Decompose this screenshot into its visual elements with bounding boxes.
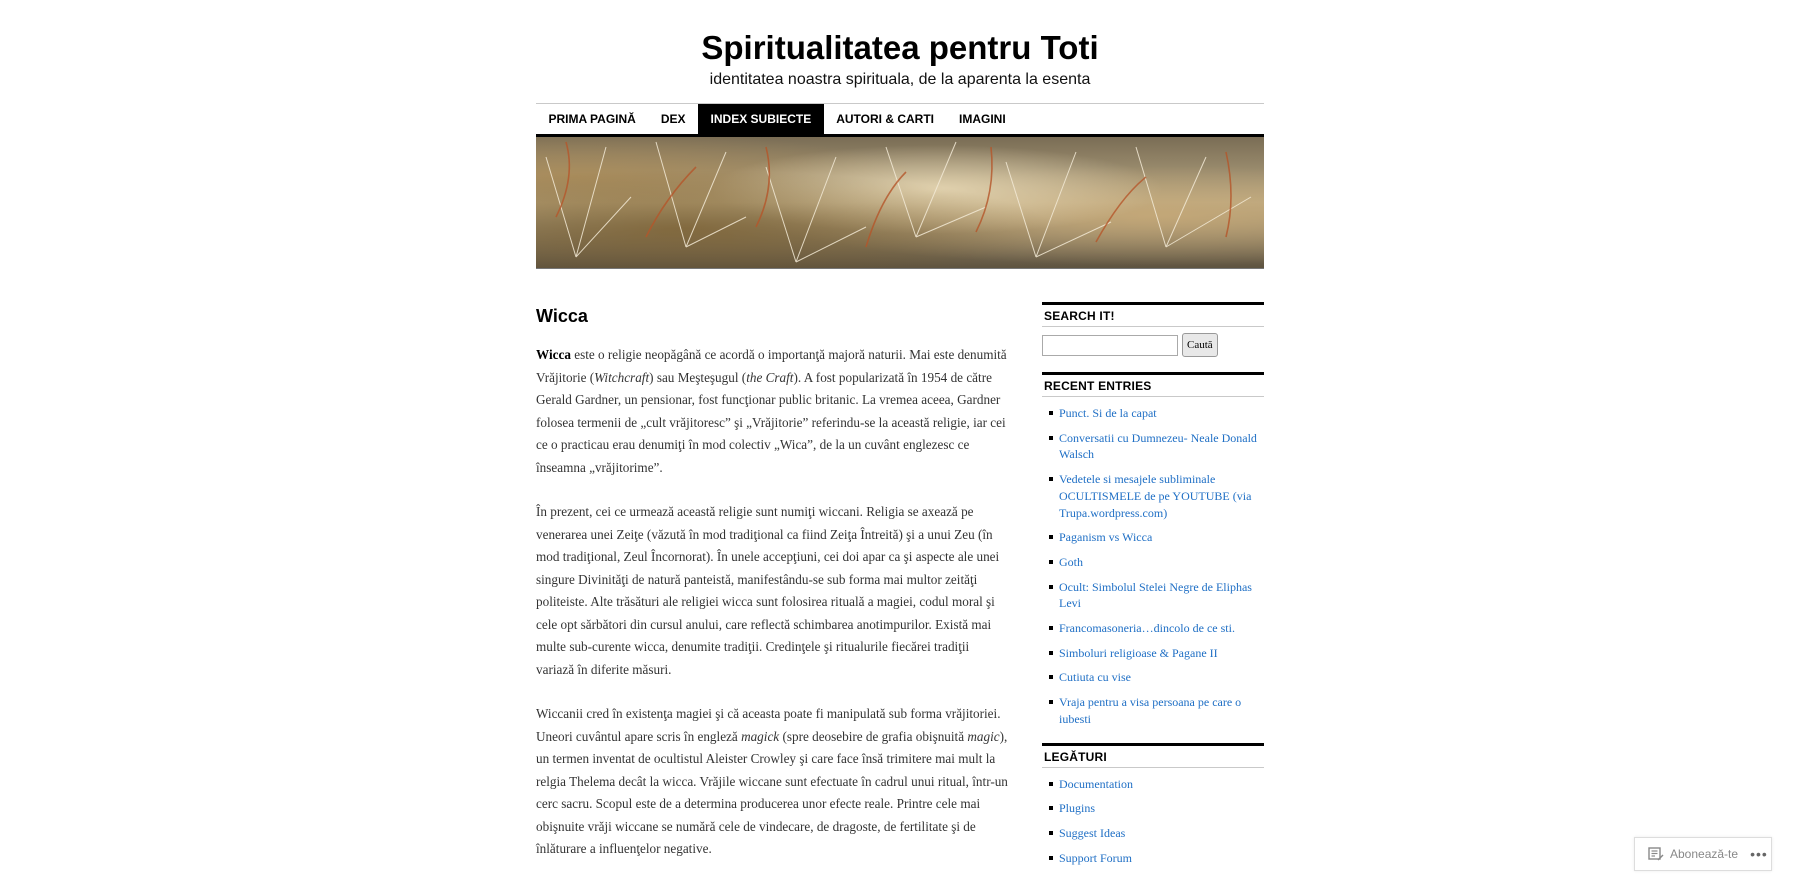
recent-entry-link[interactable]: Ocult: Simbolul Stelei Negre de Eliphas Levi xyxy=(1059,579,1252,611)
post-term-witchcraft: Witchcraft xyxy=(594,369,650,385)
search-widget-title: SEARCH IT! xyxy=(1042,302,1264,327)
recent-entry-link[interactable]: Goth xyxy=(1059,554,1083,569)
list-item xyxy=(1042,405,1264,422)
post-term-magic: magic xyxy=(967,728,1000,744)
post-text: este o religie neopăgână ce acordă o importanţă majoră naturii. Mai este denumită Vrăjitorie ( xyxy=(536,347,1007,385)
recent-entries-list xyxy=(1042,405,1264,728)
list-item xyxy=(1042,471,1264,521)
subscribe-label: Abonează-te xyxy=(1670,847,1739,861)
search-input[interactable] xyxy=(1042,335,1178,356)
search-button[interactable]: Caută xyxy=(1182,333,1218,357)
list-item xyxy=(1042,800,1264,817)
recent-entry-link[interactable]: Punct. Si de la capat xyxy=(1059,406,1157,420)
header-banner-image xyxy=(536,137,1264,269)
list-item xyxy=(1042,825,1264,842)
list-item xyxy=(1042,579,1264,612)
post-text: (spre deosebire de grafia obişnuită xyxy=(779,728,968,744)
main-content xyxy=(536,284,1008,861)
recent-entry-link[interactable]: Conversatii cu Dumnezeu- Neale Donald Walsch xyxy=(1059,430,1257,462)
nav-item-dex[interactable]: DEX xyxy=(660,112,686,126)
link-plugins[interactable]: Plugins xyxy=(1059,801,1096,816)
link-suggest-ideas[interactable]: Suggest Ideas xyxy=(1059,825,1126,840)
reader-icon xyxy=(1648,847,1664,861)
nav-item-imagini[interactable]: IMAGINI xyxy=(959,112,1006,126)
recent-entry-link[interactable]: Vedetele si mesajele subliminale OCULTISMELE de pe YOUTUBE (via Trupa.wordpress.com) xyxy=(1059,472,1252,520)
list-item xyxy=(1042,529,1264,546)
list-item xyxy=(1042,776,1264,793)
list-item xyxy=(1042,554,1264,571)
site-title[interactable]: Spiritualitatea pentru Toti xyxy=(701,29,1099,66)
site-description: identitatea noastra spirituala, de la aparenta la esenta xyxy=(709,71,1091,88)
recent-entry-link[interactable]: Simboluri religioase & Pagane II xyxy=(1059,645,1218,660)
recent-entries-widget xyxy=(1042,372,1264,728)
recent-entry-link[interactable]: Cutiuta cu vise xyxy=(1059,670,1131,685)
post-term-the-craft: the Craft xyxy=(746,369,794,385)
recent-entry-link[interactable]: Francomasoneria…dincolo de ce sti. xyxy=(1059,621,1235,636)
search-form xyxy=(1042,333,1264,357)
post-text: ) sau Meşteşugul ( xyxy=(649,369,747,385)
list-item xyxy=(1042,669,1264,686)
post-paragraph-1 xyxy=(536,344,1008,479)
nav-item-autori-carti[interactable]: AUTORI & CARTI xyxy=(836,112,934,126)
subscribe-button[interactable] xyxy=(1635,847,1738,861)
list-item xyxy=(1042,620,1264,637)
links-widget xyxy=(1042,743,1264,867)
post-paragraph-2: În prezent, cei ce urmează această religie sunt numiţi wiccani. Religia se axează pe venerarea unei Zeiţe (văzută în mod tradiţional ca fiind Zeiţa Întreită) şi a unui Zeu (în mod tradiţional, Zeul Încornorat). În unele accepţiuni, cei doi apar ca şi aspecte ale unei singure Divinităţi de natură panteistă, manifestându-se sub forma mai multor zeităţi politeiste. Alte trăsături ale religiei wicca sunt folosirea rituală a magiei, codul moral şi cele opt sărbători din cursul anului, care reflectă schimbarea anotimpurilor. Există mai multe sub-curente wicca, denumite tradiţii. Credinţele şi ritualurile fiecărei tradiţii variază în diferite măsuri. xyxy=(536,504,1000,677)
recent-entry-link[interactable]: Paganism vs Wicca xyxy=(1059,530,1153,545)
list-item xyxy=(1042,694,1264,727)
site-header xyxy=(536,0,1264,103)
nav-item-index-subiecte[interactable]: INDEX SUBIECTE xyxy=(698,104,824,134)
post-text: Wiccanii cred în existenţa magiei şi că aceasta poate fi manipulată sub forma vrăjitoriei. Uneori cuvântul apare scris în engleză xyxy=(536,706,1001,744)
list-item xyxy=(1042,430,1264,463)
cactus-spines-graphic xyxy=(536,137,1264,268)
recent-entry-link[interactable]: Vraja pentru a visa persoana pe care o iubesti xyxy=(1059,695,1242,726)
list-item xyxy=(1042,645,1264,662)
recent-entries-title: RECENT ENTRIES xyxy=(1042,372,1264,397)
list-item xyxy=(1042,850,1264,867)
post-text: ), un termen inventat de ocultistul Aleister Crowley şi care face însă trimitere mai mult la relgia Thelema decât la wicca. Vrăjile wiccane sunt efectuate în cadrul unui ritual, într-un cerc sacru. Scopul este de a determina producerea unor efecte reale. Printre cele mai obişnuite vrăji wiccane se numără cele de vindecare, de dragoste, de fertilitate şi de înlăturare a influenţelor negative. xyxy=(536,728,1008,856)
subscribe-bar xyxy=(1634,837,1772,871)
post-text: ). A fost popularizată în 1954 de către Gerald Gardner, un pensionar, fost funcţionar public britanic. La vremea aceea, Gardner folosea termenii de „cult vrăjitoresc” şi „Vrăjitorie” referindu-se la această religie, iar cei ce o practicau erau denumiţi în mod colectiv „Wica”, de la un cuvânt englezesc ce înseamna „vrăjitorime”. xyxy=(536,369,1006,475)
link-documentation[interactable]: Documentation xyxy=(1059,776,1133,791)
link-support-forum[interactable]: Support Forum xyxy=(1059,850,1133,865)
post-paragraph-3 xyxy=(536,703,1008,861)
nav-item-prima-pagina[interactable]: PRIMA PAGINĂ xyxy=(548,112,636,126)
main-nav xyxy=(536,103,1264,137)
search-widget xyxy=(1042,302,1264,357)
post-title[interactable]: Wicca xyxy=(536,306,588,326)
page-container xyxy=(536,0,1264,865)
links-widget-title: LEGĂTURI xyxy=(1042,743,1264,768)
post-term-wicca: Wicca xyxy=(536,347,571,362)
sidebar xyxy=(1042,302,1264,881)
links-list xyxy=(1042,776,1264,867)
post-term-magick: magick xyxy=(741,728,780,744)
more-options-button[interactable]: ••• xyxy=(1750,846,1768,862)
